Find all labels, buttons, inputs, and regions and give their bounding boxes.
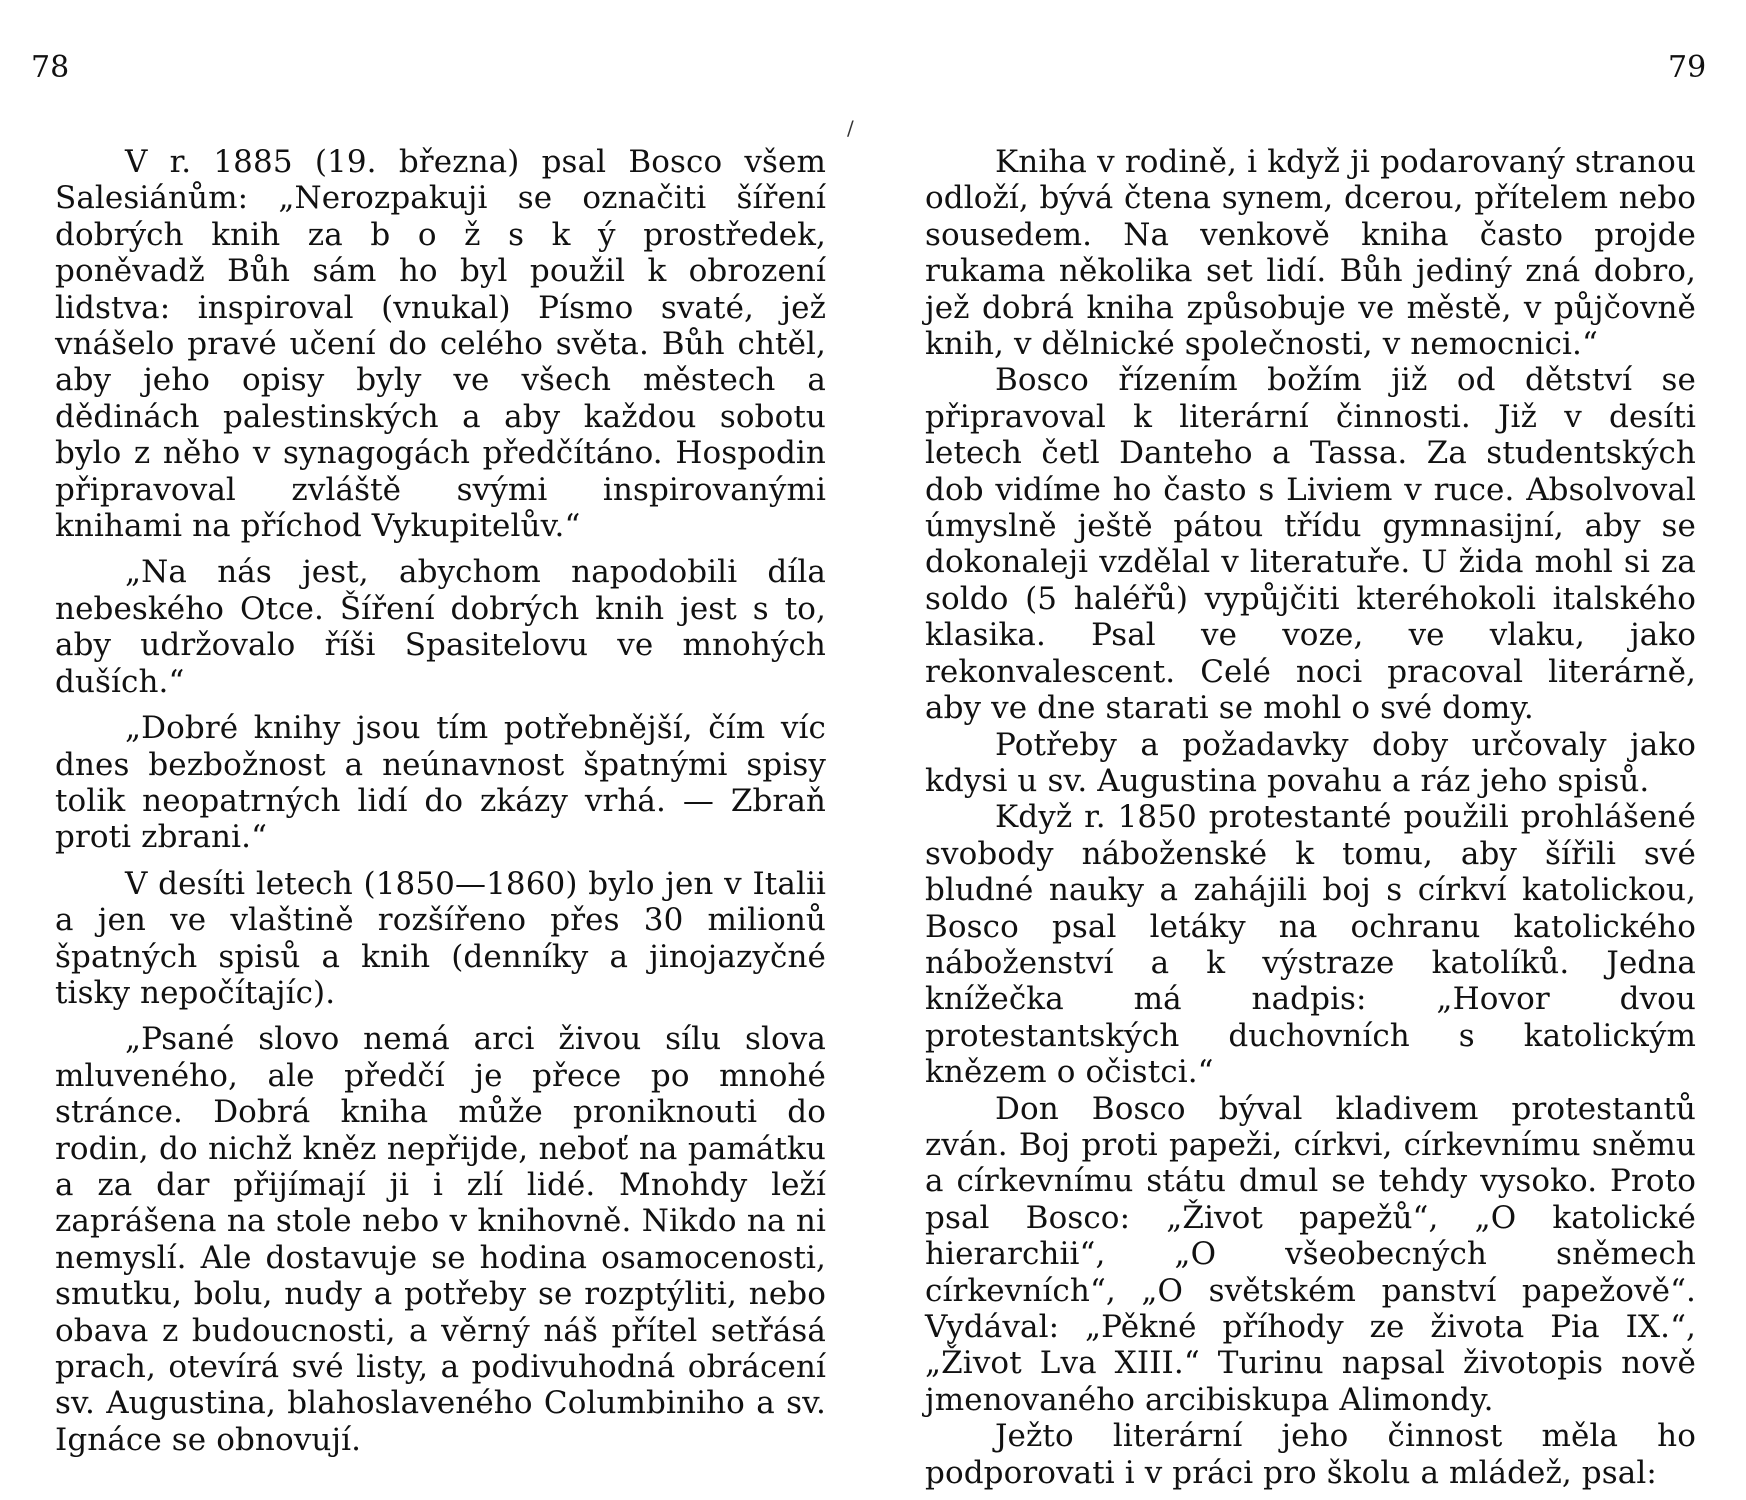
left-paragraph-5: „Psané slovo nemá arci živou sílu slova mluveného, ale předčí je přece po mnohé stránce. Dobrá kniha může proniknouti do rodin, do nichž kněz nepřijde, neboť na památku a za dar přijímají ji i zlí lidé. Mnohdy leží zaprášena na stole nebo v knihovně. Nikdo na ni nemyslí. Ale dostavuje se hodina osamocenosti, smutku, bolu, nudy a potřeby se rozptýliti, nebo obava z budoucnosti, a věrný náš přítel setřásá prach, otevírá své listy, a podivuhodná obrácení sv. Augustina, blahoslaveného Columbiniho a sv. Ignáce se obnovují. xyxy=(55,1021,826,1458)
right-paragraph-6: Ježto literární jeho činnost měla ho podporovati i v práci pro školu a mládež, psal: xyxy=(925,1418,1696,1491)
right-paragraph-2: Bosco řízením božím již od dětství se připravoval k literární činnosti. Již v desíti letech četl Danteho a Tassa. Za studentských dob vidíme ho často s Liviem v ruce. Absolvoval úmyslně ještě pátou třídu gymnasijní, aby se dokonaleji vzdělal v literatuře. U žida mohl si za soldo (5 haléřů) vypůjčiti kteréhokoli italského klasika. Psal ve voze, ve vlaku, jako rekonvalescent. Celé noci pracoval literárně, aby ve dne starati se mohl o své domy. xyxy=(925,362,1696,727)
scan-mark-icon: / xyxy=(847,116,854,140)
left-paragraph-2: „Na nás jest, abychom napodobili díla nebeského Otce. Šíření dobrých knih jest s to, aby udržovalo říši Spasitelovu ve mnohých duších.“ xyxy=(55,554,826,700)
page-divider xyxy=(873,120,874,1410)
left-paragraph-3: „Dobré knihy jsou tím potřebnější, čím víc dnes bezbožnost a neúnavnost špatnými spisy tolik neopatrných lidí do zkázy vrhá. — Zbraň proti zbrani.“ xyxy=(55,710,826,856)
left-paragraph-4: V desíti letech (1850—1860) bylo jen v Italii a jen ve vlaštině rozšířeno přes 30 milionů špatných spisů a knih (denníky a jinojazyčné tisky nepočítajíc). xyxy=(55,865,826,1011)
right-page-text xyxy=(925,144,1696,1491)
left-paragraph-1: V r. 1885 (19. března) psal Bosco všem Salesiánům: „Nerozpakuji se označiti šíření dobrých knih za b o ž s k ý prostředek, poněvadž Bůh sám ho byl použil k obrození lidstva: inspiroval (vnukal) Písmo svaté, jež vnášelo pravé učení do celého světa. Bůh chtěl, aby jeho opisy byly ve všech městech a dědinách palestinských a aby každou sobotu bylo z něho v synagogách předčítáno. Hospodin připravoval zvláště svými inspirovanými knihami na příchod Vykupitelův.“ xyxy=(55,144,826,545)
left-page-number: 78 xyxy=(31,50,70,85)
right-paragraph-3: Potřeby a požadavky doby určovaly jako kdysi u sv. Augustina povahu a ráz jeho spisů. xyxy=(925,726,1696,799)
right-paragraph-1: Kniha v rodině, i když ji podarovaný stranou odloží, bývá čtena synem, dcerou, přítelem nebo sousedem. Na venkově kniha často projde rukama několika set lidí. Bůh jediný zná dobro, jež dobrá kniha způsobuje ve městě, v půjčovně knih, v dělnické společnosti, v nemocnici.“ xyxy=(925,144,1696,363)
right-page-number: 79 xyxy=(1668,50,1707,85)
left-page-text xyxy=(55,144,826,1458)
right-paragraph-4: Když r. 1850 protestanté použili prohlášené svobody náboženské k tomu, aby šířili své bludné nauky a zahájili boj s církví katolickou, Bosco psal letáky na ochranu katolického náboženství a k výstraze katolíků. Jedna knížečka má nadpis: „Hovor dvou protestantských duchovních s katolickým knězem o očistci.“ xyxy=(925,799,1696,1091)
right-paragraph-5: Don Bosco býval kladivem protestantů zván. Boj proti papeži, církvi, církevnímu sněmu a církevnímu státu dmul se tehdy vysoko. Proto psal Bosco: „Život papežů“, „O katolické hierarchii“, „O všeobecných sněmech církevních“, „O světském panství papežově“. Vydával: „Pěkné příhody ze života Pia IX.“, „Život Lva XIII.“ Turinu napsal životopis nově jmenovaného arcibiskupa Alimondy. xyxy=(925,1090,1696,1418)
